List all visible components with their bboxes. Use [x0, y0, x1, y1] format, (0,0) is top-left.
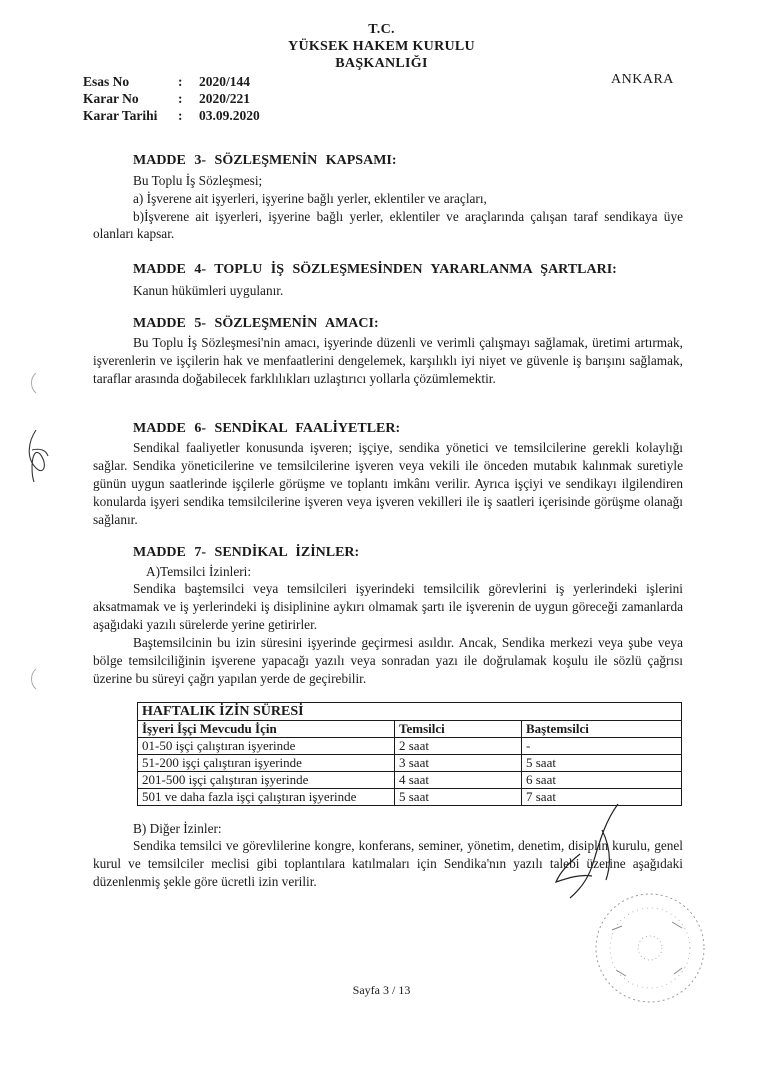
- madde-3-title: MADDE 3- SÖZLEŞMENİN KAPSAMI:: [133, 153, 397, 168]
- header-tc: T.C.: [368, 22, 395, 37]
- table-cell: 3 saat: [395, 755, 522, 772]
- header-institution: YÜKSEK HAKEM KURULU: [288, 39, 475, 54]
- tarih-value: 03.09.2020: [199, 108, 260, 123]
- table-cell: -: [522, 738, 682, 755]
- madde-7-paragraph-3: Sendika temsilci ve görevlilerine kongre, konferans, seminer, yönetim, denetim, disiplin kurulu, genel kurul ve temsilciler meclisi gibi toplantılara katılmaları için Sendika'nın yazılı talebi üzerine aşağıdaki düzenlenmiş şekle göre ücretli izin verilir.: [93, 838, 683, 889]
- madde-4-text: Kanun hükümleri uygulanır.: [133, 283, 284, 298]
- madde-7-sub-a: A)Temsilci İzinleri:: [146, 564, 252, 579]
- header-office: BAŞKANLIĞI: [335, 56, 428, 71]
- table-cell: 7 saat: [522, 789, 682, 806]
- table-cell: 201-500 işçi çalıştıran işyerinde: [138, 772, 395, 789]
- karar-value: 2020/221: [199, 91, 251, 106]
- tarih-label: Karar Tarihi: [83, 108, 158, 123]
- page-number: Sayfa 3 / 13: [352, 983, 411, 997]
- city: ANKARA: [611, 72, 674, 87]
- table-cell: 01-50 işçi çalıştıran işyerinde: [138, 738, 395, 755]
- madde-5-text: Bu Toplu İş Sözleşmesi'nin amacı, işyerinde düzenli ve verimli çalışmayı sağlamak, üretimi artırmak, işverenlerin ve işçilerin hak ve menfaatlerini dengelemek, karşılıklı iyi niyet ve güvenle iş barışını sağlamak, taraflar arasında doğabilecek farklılıkları uzlaştırıcı yollarla çözümlemektir.: [93, 335, 683, 386]
- table-caption-row: [138, 703, 682, 721]
- madde-7-title: MADDE 7- SENDİKAL İZİNLER:: [133, 545, 360, 560]
- table-cell: 2 saat: [395, 738, 522, 755]
- table-row: [138, 738, 682, 755]
- table-header-representative: Temsilci: [395, 721, 522, 738]
- madde-3-item-a: a) İşverene ait işyerleri, işyerine bağlı yerler, eklentiler ve araçları,: [133, 191, 487, 206]
- karar-label: Karar No: [83, 91, 139, 106]
- table-cell: 5 saat: [395, 789, 522, 806]
- madde-7-paragraph-2: Baştemsilcinin bu izin süresini işyerinde geçirmesi asıldır. Ancak, Sendika merkezi veya şube veya bölge temsilciliğinin işverene yapacağı yazılı veya sonradan yazı ile doğrulamak koşulu ile sözlü çağrısı üzerine bu süreyi çağrı yapılan yerde de geçirebilir.: [93, 635, 683, 686]
- table-caption: HAFTALIK İZİN SÜRESİ: [138, 703, 682, 721]
- table-cell: 6 saat: [522, 772, 682, 789]
- table-cell: 4 saat: [395, 772, 522, 789]
- table-row: [138, 772, 682, 789]
- table-cell: 501 ve daha fazla işçi çalıştıran işyerinde: [138, 789, 395, 806]
- margin-mark: [28, 668, 38, 690]
- esas-value: 2020/144: [199, 74, 251, 89]
- handwritten-initial: [22, 428, 52, 486]
- madde-6-text: Sendikal faaliyetler konusunda işveren; işçiye, sendika yönetici ve temsilcilerine gerekli kolaylığı sağlar. Sendika yöneticilerine ve temsilcilerine işveren veya vekili ile önceden mutabık kalınmak suretiyle günün uygun saatlerinde işçilerle görüşme ve toplantı imkânı verilir. Ayrıca işçiyi ve sendikayı ilgilendiren konularda işyeri sendika temsilcilerine işveren veya işveren vekilleri ile iş saatleri içerisinde görüşme olanağı sağlanır.: [93, 440, 683, 527]
- esas-colon: :: [178, 74, 183, 89]
- madde-7-sub-b: B) Diğer İzinler:: [133, 821, 222, 836]
- madde-3-intro: Bu Toplu İş Sözleşmesi;: [133, 173, 263, 188]
- margin-mark: [28, 372, 38, 394]
- table-row: [138, 755, 682, 772]
- madde-7-paragraph-1: Sendika baştemsilci veya temsilcileri işyerindeki temsilcilik görevlerini iş yerlerindeki işlerini aksatmamak ve iş yerlerindeki iş disiplinine aykırı olmamak şartı ile işverenin de uygun göreceği zamanlarda aşağıdaki yazılı sürelerde yerine getirirler.: [93, 581, 683, 632]
- madde-6-title: MADDE 6- SENDİKAL FAALİYETLER:: [133, 421, 401, 436]
- table-cell: 5 saat: [522, 755, 682, 772]
- madde-3-item-b: b)İşverene ait işyerleri, işyerine bağlı yerler, eklentiler ve araçlarında çalışan taraf sendikaya üye olanları kapsar.: [93, 209, 683, 241]
- tarih-colon: :: [178, 108, 183, 123]
- karar-colon: :: [178, 91, 183, 106]
- table-cell: 51-200 işçi çalıştıran işyerinde: [138, 755, 395, 772]
- esas-label: Esas No: [83, 74, 130, 89]
- weekly-leave-table: [137, 702, 682, 806]
- table-header-workforce: İşyeri İşçi Mevcudu İçin: [138, 721, 395, 738]
- table-header-chief-representative: Baştemsilci: [522, 721, 682, 738]
- madde-4-title: MADDE 4- TOPLU İŞ SÖZLEŞMESİNDEN YARARLANMA ŞARTLARI:: [133, 262, 617, 277]
- official-seal: [582, 890, 717, 1008]
- table-header-row: [138, 721, 682, 738]
- madde-5-title: MADDE 5- SÖZLEŞMENİN AMACI:: [133, 316, 379, 331]
